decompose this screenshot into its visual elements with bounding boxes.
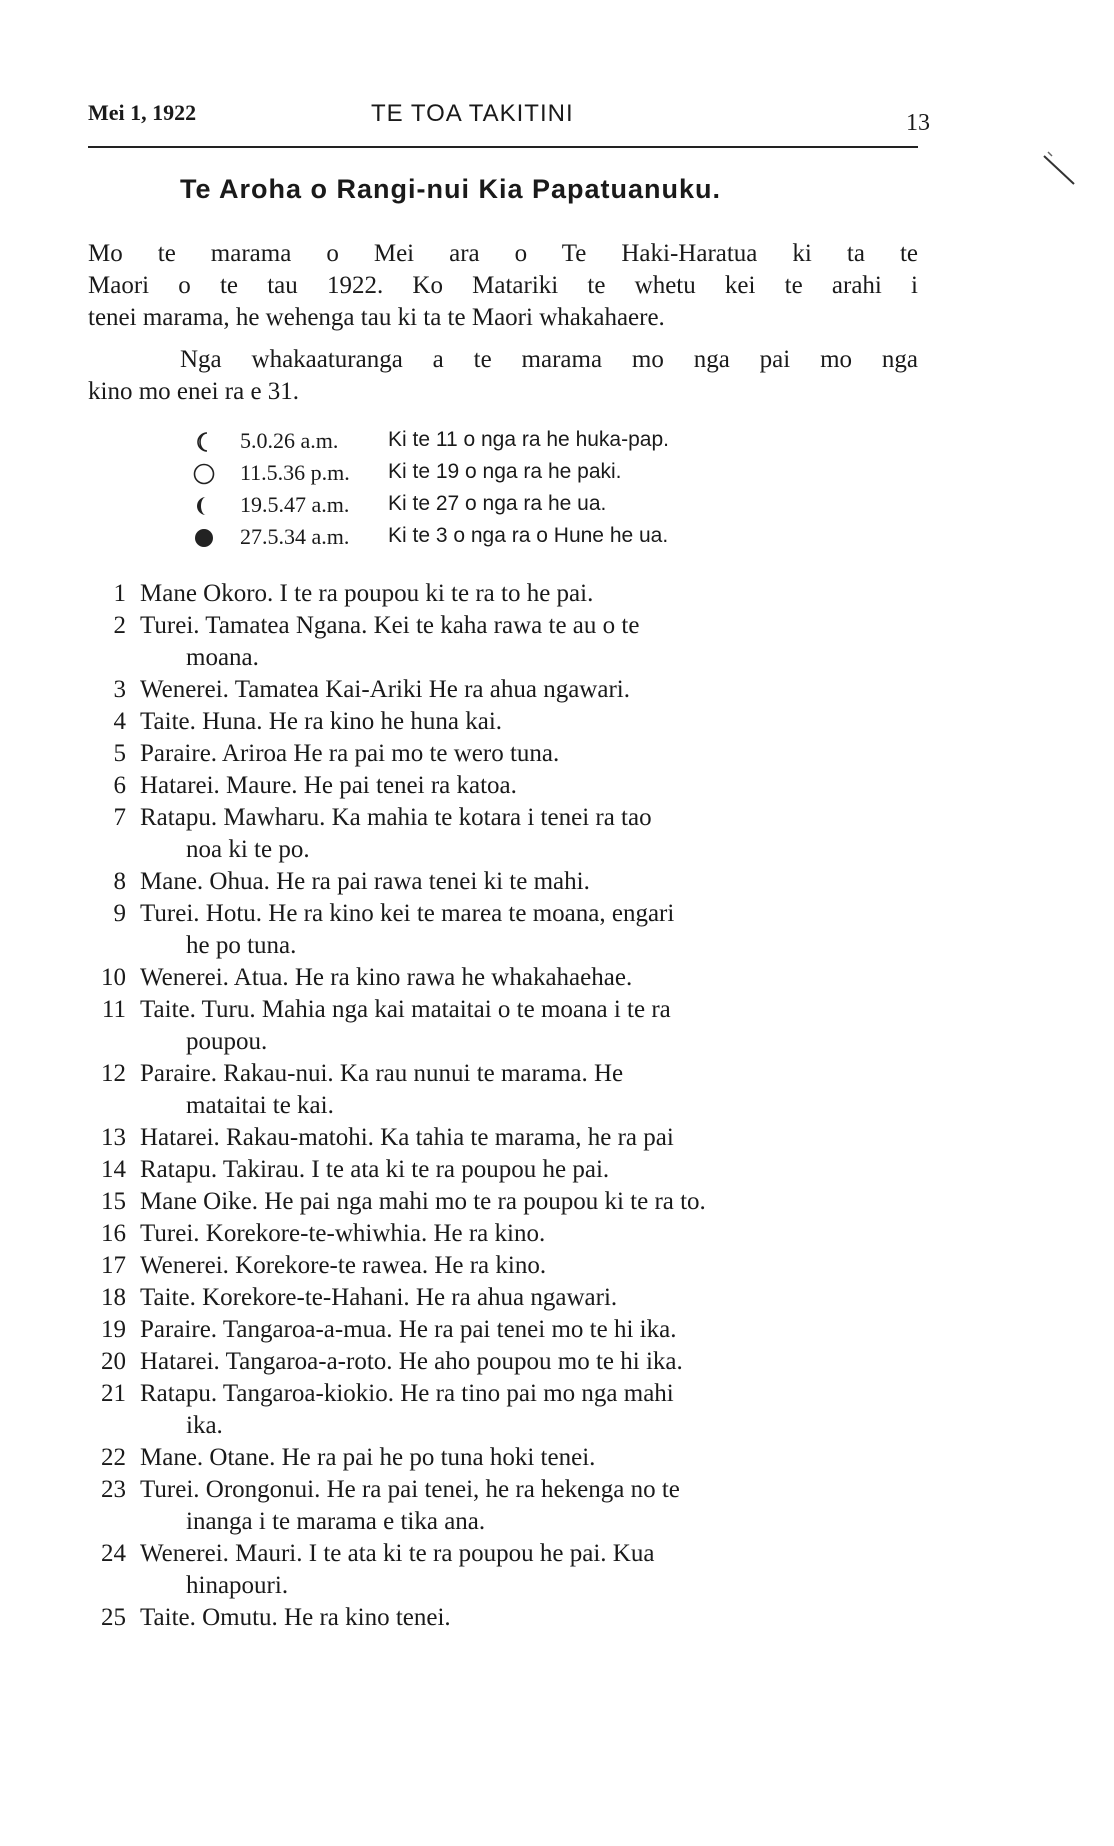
day-number: 11 <box>101 996 126 1023</box>
day-text: Taite. Huna. He ra kino he huna kai. <box>140 708 503 735</box>
moon-phase-row <box>192 428 832 460</box>
day-entry <box>88 674 928 706</box>
day-text: Taite. Omutu. He ra kino tenei. <box>140 1604 451 1631</box>
moon-phase-row <box>192 524 832 556</box>
page-number: 13 <box>906 110 930 136</box>
day-text: Wenerei. Korekore-te rawea. He ra kino. <box>140 1252 547 1279</box>
day-number: 15 <box>101 1188 126 1215</box>
day-entry <box>88 1602 928 1634</box>
day-text: Ratapu. Takirau. I te ata ki te ra poupou he pai. <box>140 1156 610 1183</box>
day-number: 22 <box>101 1444 126 1471</box>
day-number: 2 <box>113 612 126 639</box>
day-text: Taite. Turu. Mahia nga kai mataitai o te moana i te ra <box>140 996 671 1023</box>
day-number: 24 <box>101 1540 126 1567</box>
intro-line: Mo te marama o Mei ara o Te Haki-Haratua ki ta te <box>88 240 918 267</box>
day-text-continued: inanga i te marama e tika ana. <box>186 1508 486 1535</box>
day-text: Mane. Otane. He ra pai he po tuna hoki tenei. <box>140 1444 596 1471</box>
day-text: Paraire. Rakau-nui. Ka rau nunui te marama. He <box>140 1060 624 1087</box>
stray-mark-icon <box>1042 150 1086 190</box>
waning-moon-icon <box>192 494 216 518</box>
day-entry <box>88 1218 928 1250</box>
day-number: 25 <box>101 1604 126 1631</box>
day-text-continued: hinapouri. <box>186 1572 289 1599</box>
day-number: 20 <box>101 1348 126 1375</box>
day-entry <box>88 898 928 962</box>
phase-text: Ki te 19 o nga ra he paki. <box>388 460 622 483</box>
intro-paragraph <box>88 238 918 334</box>
day-number: 8 <box>113 868 126 895</box>
day-text: Mane Okoro. I te ra poupou ki te ra to he pai. <box>140 580 594 607</box>
day-text-continued: moana. <box>186 644 259 671</box>
day-entry <box>88 1474 928 1538</box>
day-text: Turei. Korekore-te-whiwhia. He ra kino. <box>140 1220 546 1247</box>
day-text: Hatarei. Maure. He pai tenei ra katoa. <box>140 772 517 799</box>
day-number: 12 <box>101 1060 126 1087</box>
paragraph-line: Nga whakaaturanga a te marama mo nga pai mo nga <box>180 346 918 373</box>
day-text-continued: ika. <box>186 1412 223 1439</box>
phase-text: Ki te 3 o nga ra o Hune he ua. <box>388 524 669 547</box>
day-entry <box>88 802 928 866</box>
day-number: 13 <box>101 1124 126 1151</box>
intro-line: Maori o te tau 1922. Ko Matariki te whetu kei te arahi i <box>88 272 918 299</box>
day-number: 21 <box>101 1380 126 1407</box>
day-number: 23 <box>101 1476 126 1503</box>
day-entry <box>88 1250 928 1282</box>
day-entry <box>88 1314 928 1346</box>
day-text: Wenerei. Mauri. I te ata ki te ra poupou he pai. Kua <box>140 1540 655 1567</box>
full-moon-icon <box>192 462 216 486</box>
day-entry <box>88 1186 928 1218</box>
new-moon-icon <box>192 526 216 550</box>
day-text: Turei. Hotu. He ra kino kei te marea te moana, engari <box>140 900 675 927</box>
phase-time: 5.0.26 a.m. <box>240 428 339 453</box>
day-entry <box>88 770 928 802</box>
second-paragraph <box>88 344 918 408</box>
page-header <box>88 100 930 140</box>
header-title: TE TOA TAKITINI <box>371 100 574 127</box>
day-entry <box>88 1346 928 1378</box>
day-text: Turei. Orongonui. He ra pai tenei, he ra hekenga no te <box>140 1476 680 1503</box>
phase-time: 19.5.47 a.m. <box>240 492 350 517</box>
day-number: 10 <box>101 964 126 991</box>
day-entry <box>88 1442 928 1474</box>
day-number: 19 <box>101 1316 126 1343</box>
day-text-continued: he po tuna. <box>186 932 297 959</box>
phase-text: Ki te 27 o nga ra he ua. <box>388 492 607 515</box>
article-title: Te Aroha o Rangi-nui Kia Papatuanuku. <box>180 174 722 204</box>
day-entry <box>88 866 928 898</box>
day-text: Hatarei. Rakau-matohi. Ka tahia te marama, he ra pai <box>140 1124 674 1151</box>
day-text-continued: noa ki te po. <box>186 836 310 863</box>
day-entry <box>88 706 928 738</box>
day-number: 17 <box>101 1252 126 1279</box>
day-text: Ratapu. Tangaroa-kiokio. He ra tino pai mo nga mahi <box>140 1380 674 1407</box>
day-text: Wenerei. Tamatea Kai-Ariki He ra ahua ngawari. <box>140 676 630 703</box>
day-list <box>88 578 928 1634</box>
day-entry <box>88 738 928 770</box>
paragraph-line: kino mo enei ra e 31. <box>88 378 300 405</box>
day-number: 18 <box>101 1284 126 1311</box>
day-number: 1 <box>113 580 126 607</box>
day-text: Mane Oike. He pai nga mahi mo te ra poupou ki te ra to. <box>140 1188 706 1215</box>
day-text: Paraire. Tangaroa-a-mua. He ra pai tenei mo te hi ika. <box>140 1316 677 1343</box>
day-text-continued: poupou. <box>186 1028 268 1055</box>
day-number: 3 <box>113 676 126 703</box>
day-number: 9 <box>113 900 126 927</box>
day-entry <box>88 1154 928 1186</box>
day-entry <box>88 1282 928 1314</box>
day-text: Turei. Tamatea Ngana. Kei te kaha rawa te au o te <box>140 612 640 639</box>
day-entry <box>88 1538 928 1602</box>
day-entry <box>88 1122 928 1154</box>
day-text: Hatarei. Tangaroa-a-roto. He aho poupou mo te hi ika. <box>140 1348 683 1375</box>
day-text-continued: mataitai te kai. <box>186 1092 334 1119</box>
day-entry <box>88 1378 928 1442</box>
phase-time: 27.5.34 a.m. <box>240 524 350 549</box>
moon-phase-list <box>192 428 832 556</box>
day-text: Taite. Korekore-te-Hahani. He ra ahua ngawari. <box>140 1284 618 1311</box>
day-text: Ratapu. Mawharu. Ka mahia te kotara i tenei ra tao <box>140 804 652 831</box>
phase-time: 11.5.36 p.m. <box>240 460 350 485</box>
day-number: 14 <box>101 1156 126 1183</box>
day-entry <box>88 1058 928 1122</box>
intro-line: tenei marama, he wehenga tau ki ta te Maori whakahaere. <box>88 304 665 331</box>
day-number: 4 <box>113 708 126 735</box>
header-rule <box>88 146 918 148</box>
crescent-moon-icon <box>192 430 216 454</box>
day-text: Mane. Ohua. He ra pai rawa tenei ki te mahi. <box>140 868 590 895</box>
day-entry <box>88 994 928 1058</box>
day-text: Paraire. Ariroa He ra pai mo te wero tuna. <box>140 740 560 767</box>
day-text: Wenerei. Atua. He ra kino rawa he whakahaehae. <box>140 964 633 991</box>
day-number: 6 <box>113 772 126 799</box>
day-number: 16 <box>101 1220 126 1247</box>
header-date: Mei 1, 1922 <box>88 100 197 125</box>
day-entry <box>88 578 928 610</box>
moon-phase-row <box>192 492 832 524</box>
phase-text: Ki te 11 o nga ra he huka-pap. <box>388 428 669 451</box>
day-entry <box>88 962 928 994</box>
day-number: 5 <box>113 740 126 767</box>
day-number: 7 <box>113 804 126 831</box>
moon-phase-row <box>192 460 832 492</box>
day-entry <box>88 610 928 674</box>
